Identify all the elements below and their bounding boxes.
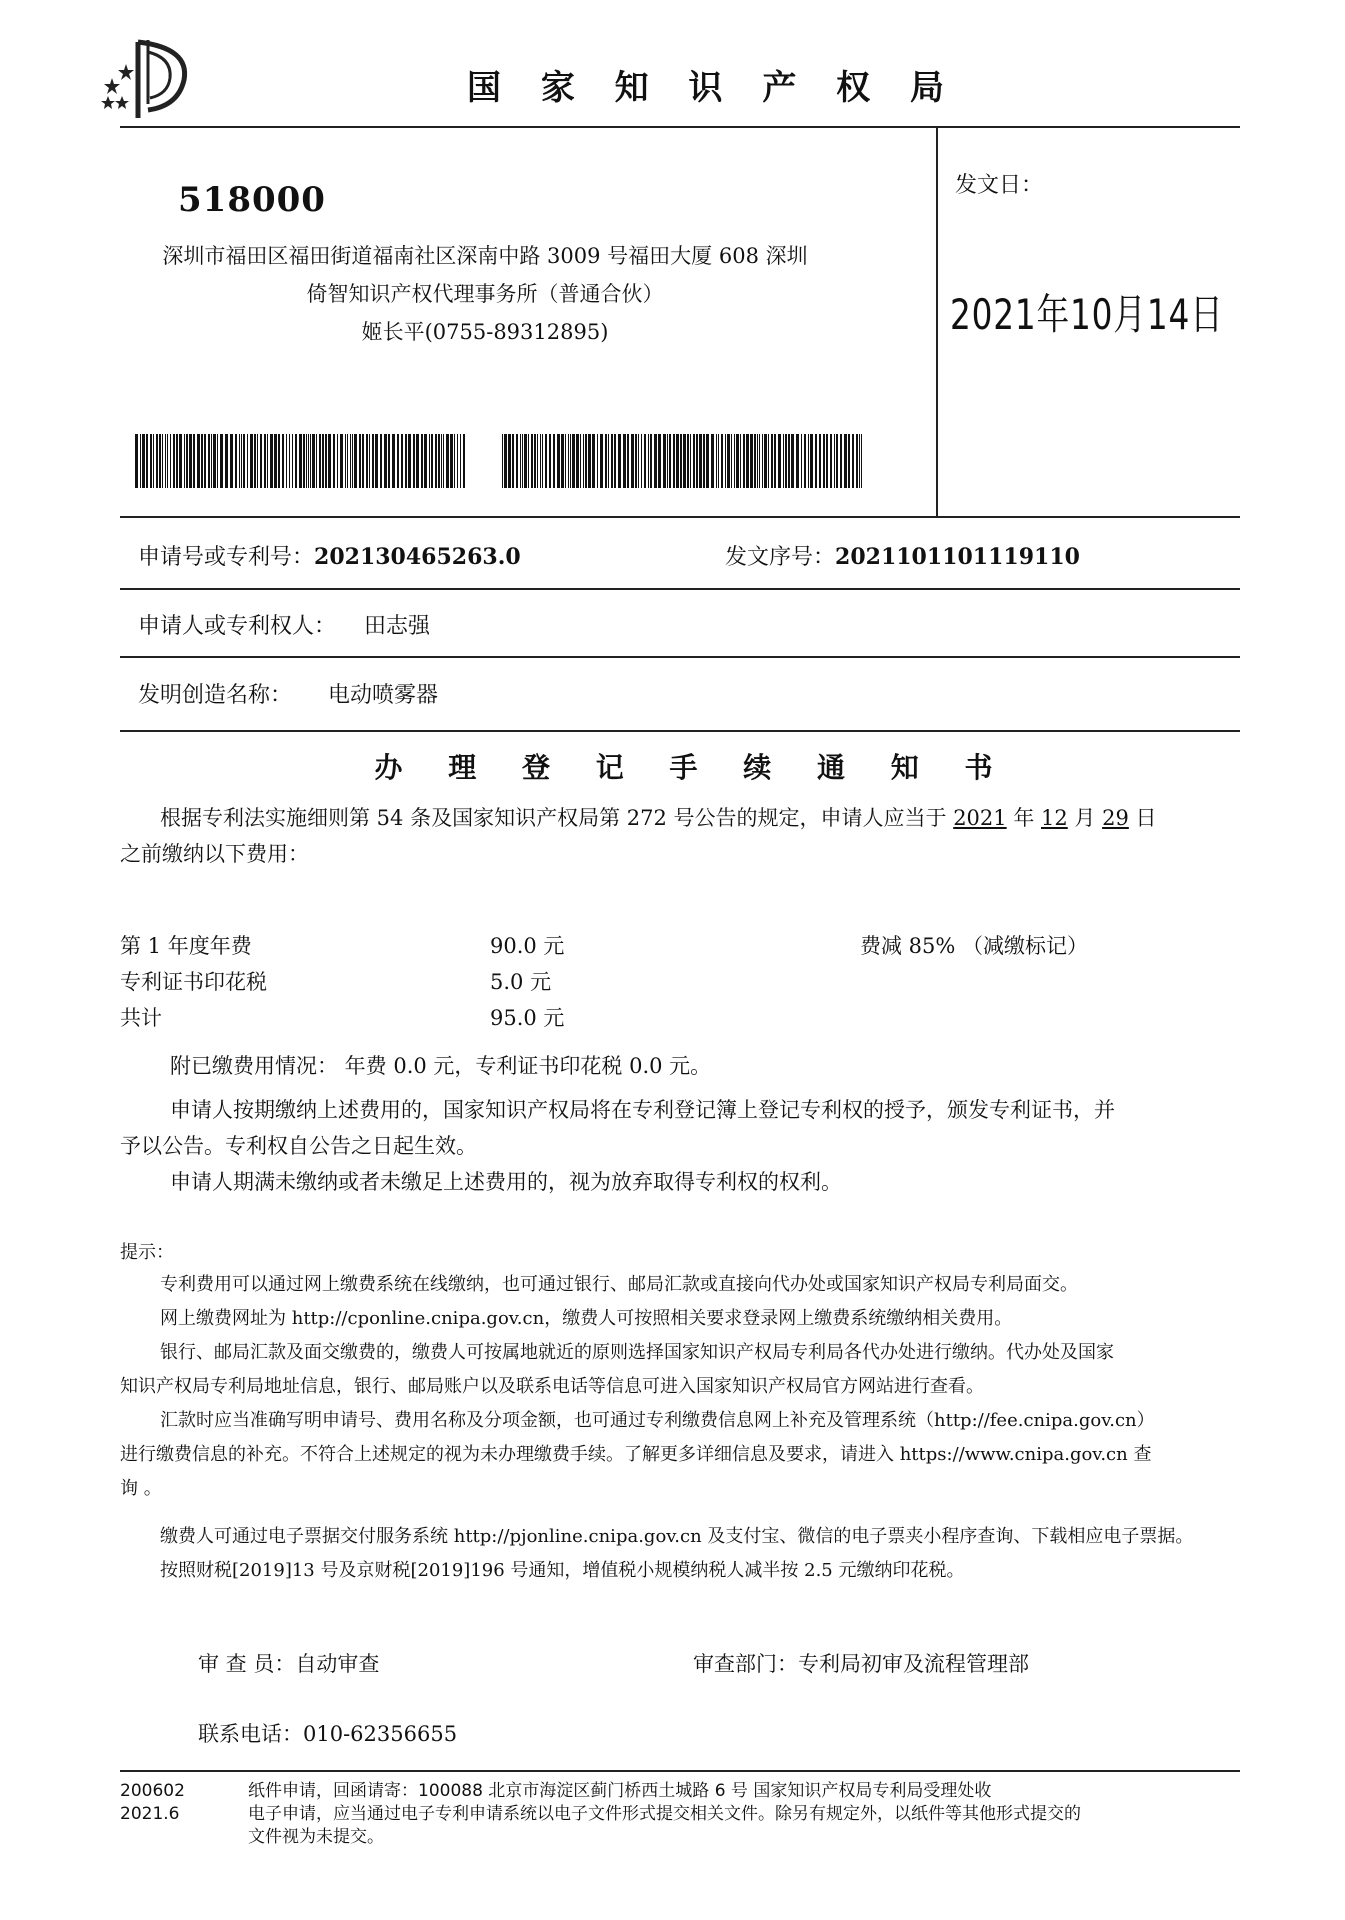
barcode-bar xyxy=(429,434,430,488)
barcode-bar xyxy=(438,434,440,488)
barcode-bar xyxy=(135,434,138,488)
barcode-bar xyxy=(345,434,346,488)
barcode-bar xyxy=(754,434,756,488)
tip-line: 按照财税[2019]13 号及京财税[2019]196 号通知，增值税小规模纳税人减半按 2.5 元缴纳印花税。 xyxy=(160,1560,965,1581)
barcode-bar xyxy=(247,434,248,488)
barcode-bar xyxy=(592,434,595,488)
barcode-bar xyxy=(785,434,787,488)
barcode-bar xyxy=(815,434,817,488)
barcode-bar xyxy=(762,434,763,488)
barcode-bar xyxy=(663,434,666,488)
barcode-bar xyxy=(540,434,541,488)
barcode-bar xyxy=(347,434,348,488)
barcode-bar xyxy=(791,434,794,488)
barcode-bar xyxy=(608,434,609,488)
tip-line: 汇款时应当准确写明申请号、费用名称及分项金额，也可通过专利缴费信息网上补充及管理系统（http://fee.cnipa.gov.cn） xyxy=(160,1410,1155,1431)
footer-divider xyxy=(120,1770,1240,1772)
barcode-bar xyxy=(354,434,357,488)
fee-amount: 90.0 元 xyxy=(490,934,565,958)
barcode-bar xyxy=(736,434,739,488)
barcode-bar xyxy=(446,434,449,488)
barcode-bar xyxy=(310,434,311,488)
applicant-label: 申请人或专利权人： xyxy=(138,614,337,639)
fee-name: 专利证书印花税 xyxy=(120,970,267,994)
barcode-bar xyxy=(362,434,364,488)
barcode-bar xyxy=(267,434,268,488)
deadline-month: 12 xyxy=(1041,806,1068,830)
barcode-bar xyxy=(235,434,237,488)
barcode-bar xyxy=(295,434,297,488)
barcode-bar xyxy=(711,434,714,488)
barcode-bar xyxy=(528,434,529,488)
barcode-bar xyxy=(690,434,691,488)
barcode-bar xyxy=(605,434,607,488)
barcode-bar xyxy=(435,434,437,488)
barcode-bar xyxy=(201,434,203,488)
barcode-bar xyxy=(576,434,579,488)
barcode-bar xyxy=(243,434,245,488)
barcode-bar xyxy=(241,434,242,488)
tip-line: 缴费人可通过电子票据交付服务系统 http://pjonline.cnipa.gov.cn 及支付宝、微信的电子票夹小程序查询、下载相应电子票据。 xyxy=(160,1526,1194,1547)
barcode-bar xyxy=(553,434,555,488)
barcode-bar xyxy=(416,434,419,488)
barcode-bar xyxy=(165,434,166,488)
barcode-bar xyxy=(142,434,145,488)
barcode-bar xyxy=(557,434,560,488)
barcode-bar xyxy=(687,434,689,488)
top-divider xyxy=(120,126,1240,128)
barcode-bar xyxy=(204,434,206,488)
barcode-bar xyxy=(159,434,161,488)
barcode-bar xyxy=(641,434,642,488)
barcode-bar xyxy=(778,434,781,488)
application-number: 202130465263.0 xyxy=(314,544,521,570)
barcode-bar xyxy=(743,434,745,488)
row-divider-3 xyxy=(120,730,1240,732)
barcode-bar xyxy=(650,434,652,488)
barcode-bar xyxy=(848,434,850,488)
barcode-bar xyxy=(783,434,784,488)
department-name: 专利局初审及流程管理部 xyxy=(798,1652,1029,1676)
send-date-label: 发文日： xyxy=(955,173,1044,198)
barcode-bar xyxy=(270,434,273,488)
intro-text: 根据专利法实施细则第 54 条及国家知识产权局第 272 号公告的规定，申请人应当于 xyxy=(160,806,954,830)
barcode-bar xyxy=(306,434,307,488)
barcode-bar xyxy=(384,434,387,488)
barcode-bar xyxy=(725,434,726,488)
applicant-name: 田志强 xyxy=(364,614,431,639)
barcode-bar xyxy=(350,434,351,488)
barcode-bar xyxy=(463,434,465,488)
barcode-bar xyxy=(534,434,536,488)
postcode: 518000 xyxy=(178,180,326,220)
barcode-bar xyxy=(570,434,571,488)
barcode-bar xyxy=(721,434,723,488)
barcode-bar xyxy=(299,434,302,488)
date-column-divider xyxy=(936,128,938,516)
barcode-bar xyxy=(830,434,832,488)
barcode-bar xyxy=(239,434,240,488)
barcode-bar xyxy=(731,434,732,488)
application-number-row xyxy=(138,540,521,571)
barcode-bar xyxy=(648,434,649,488)
barcode-bar xyxy=(328,434,331,488)
forfeit-paragraph: 申请人期满未缴纳或者未缴足上述费用的，视为放弃取得专利权的权利。 xyxy=(170,1170,842,1194)
intro-year-unit: 年 xyxy=(1006,806,1041,830)
barcode-bar xyxy=(757,434,758,488)
barcode-bar xyxy=(654,434,657,488)
barcode-bar xyxy=(561,434,564,488)
barcode-bar xyxy=(819,434,821,488)
barcode-bar xyxy=(186,434,188,488)
barcode-bar xyxy=(635,434,637,488)
barcode-bar xyxy=(572,434,575,488)
barcode-bar xyxy=(750,434,753,488)
barcode-bar xyxy=(208,434,210,488)
barcode-bar xyxy=(274,434,277,488)
barcode-bar xyxy=(460,434,461,488)
barcode-bar xyxy=(673,434,675,488)
barcode-bar xyxy=(150,434,152,488)
barcode-bar xyxy=(580,434,581,488)
barcode-bar xyxy=(611,434,613,488)
barcode-bar xyxy=(859,434,860,488)
row-divider-1 xyxy=(120,588,1240,590)
barcode-bar xyxy=(170,434,171,488)
barcode-bar xyxy=(408,434,411,488)
barcode-bar xyxy=(549,434,551,488)
barcode-bar xyxy=(197,434,200,488)
barcode-bar xyxy=(213,434,216,488)
barcode-bar xyxy=(676,434,679,488)
barcode-bar xyxy=(693,434,695,488)
barcode-bar xyxy=(796,434,799,488)
barcode-bar xyxy=(788,434,790,488)
barcode-bar xyxy=(140,434,141,488)
intro-month-unit: 月 xyxy=(1067,806,1103,830)
barcode-bar xyxy=(771,434,773,488)
barcode-bar xyxy=(623,434,626,488)
barcode-bar xyxy=(852,434,854,488)
barcode-bar xyxy=(826,434,828,488)
fee-note: 费减 85% （减缴标记） xyxy=(860,934,1089,958)
fee-total-label: 共计 xyxy=(120,1006,162,1030)
invention-name: 电动喷雾器 xyxy=(328,683,439,708)
barcode-bar xyxy=(683,434,686,488)
barcode-bar xyxy=(392,434,395,488)
barcode-bar xyxy=(718,434,719,488)
barcode-bar xyxy=(303,434,305,488)
deadline-day: 29 xyxy=(1102,806,1129,830)
barcode-bar xyxy=(861,434,862,488)
barcode-bar xyxy=(627,434,629,488)
barcode-bar xyxy=(179,434,182,488)
examiner-row xyxy=(198,1646,379,1682)
barcode-bar xyxy=(740,434,741,488)
barcode-bar xyxy=(443,434,444,488)
agency-title: 国 家 知 识 产 权 局 xyxy=(466,68,959,108)
tips-label: 提示： xyxy=(120,1242,174,1263)
barcode-bar xyxy=(162,434,163,488)
phone-label: 联系电话： xyxy=(198,1722,303,1746)
barcode-bar xyxy=(759,434,760,488)
barcode-bar xyxy=(669,434,671,488)
fee-name: 第 1 年度年费 xyxy=(120,934,252,958)
barcode-bar xyxy=(375,434,378,488)
barcode-bar xyxy=(450,434,453,488)
barcode-bar xyxy=(840,434,842,488)
grant-paragraph-line-2: 予以公告。专利权自公告之日起生效。 xyxy=(120,1134,477,1158)
barcode-bar xyxy=(153,434,154,488)
barcode-bar xyxy=(337,434,338,488)
form-version: 2021.6 xyxy=(120,1804,180,1824)
barcode-bar xyxy=(696,434,698,488)
serial-number-row xyxy=(725,540,1080,571)
barcode-bar xyxy=(516,434,518,488)
footer-line-1: 纸件申请，回函请寄：100088 北京市海淀区蓟门桥西土城路 6 号 国家知识产权局专利局受理处收 xyxy=(248,1781,992,1801)
barcode-bar xyxy=(325,434,327,488)
address-line-2: 倚智知识产权代理事务所（普通合伙） xyxy=(306,282,664,306)
department-label: 审查部门： xyxy=(693,1652,798,1676)
barcode-bar xyxy=(193,434,195,488)
barcode-bar xyxy=(257,434,258,488)
tip-line: 银行、邮局汇款及面交缴费的，缴费人可按属地就近的原则选择国家知识产权局专利局各代办处进行缴纳。代办处及国家 xyxy=(160,1342,1114,1363)
barcode-bar xyxy=(836,434,838,488)
barcode-bar xyxy=(282,434,284,488)
barcode-bar xyxy=(454,434,455,488)
barcode-bar xyxy=(156,434,158,488)
barcode-bar xyxy=(312,434,315,488)
form-code: 200602 xyxy=(120,1781,185,1801)
barcode-bar xyxy=(401,434,403,488)
row-divider-2 xyxy=(120,656,1240,658)
barcode-bar xyxy=(706,434,709,488)
barcode-bar xyxy=(397,434,399,488)
barcode-bar xyxy=(844,434,847,488)
barcode-bar xyxy=(568,434,569,488)
barcode-bar xyxy=(545,434,547,488)
address-line-1: 深圳市福田区福田街道福南社区深南中路 3009 号福田大厦 608 深圳 xyxy=(162,244,808,268)
barcode-bar xyxy=(286,434,287,488)
invention-row xyxy=(138,678,438,709)
barcode-bar xyxy=(834,434,835,488)
barcode-bar xyxy=(352,434,353,488)
barcode-bar xyxy=(768,434,769,488)
barcode-bar xyxy=(230,434,233,488)
barcode-bar xyxy=(278,434,280,488)
notice-title: 办 理 登 记 手 续 通 知 书 xyxy=(374,751,1011,784)
barcode-bar xyxy=(644,434,646,488)
footer-line-3: 文件视为未提交。 xyxy=(248,1827,384,1847)
tip-line: 询 。 xyxy=(120,1478,162,1499)
barcode-bar xyxy=(189,434,192,488)
barcode-bar xyxy=(667,434,668,488)
barcode-bar xyxy=(631,434,634,488)
barcode-bar xyxy=(537,434,538,488)
tip-line: 进行缴费信息的补充。不符合上述规定的视为未办理缴费手续。了解更多详细信息及要求，请进入 https://www.cnipa.gov.cn 查 xyxy=(120,1444,1152,1465)
barcode-bar xyxy=(520,434,521,488)
barcode-bar xyxy=(380,434,382,488)
applicant-row xyxy=(138,609,430,640)
barcode-bar xyxy=(220,434,223,488)
barcode-bar xyxy=(746,434,749,488)
serial-number-label: 发文序号： xyxy=(725,545,836,570)
barcode-bar xyxy=(588,434,591,488)
barcode-bar xyxy=(680,434,682,488)
intro-day-unit: 日 xyxy=(1128,806,1157,830)
phone-row xyxy=(198,1716,457,1752)
barcode-bar xyxy=(512,434,514,488)
barcode-bar xyxy=(211,434,212,488)
barcode-bar xyxy=(614,434,616,488)
barcode-bar xyxy=(322,434,324,488)
barcode-bar xyxy=(856,434,858,488)
barcode-bar xyxy=(405,434,407,488)
barcode-bar xyxy=(340,434,343,488)
barcode-bar xyxy=(801,434,802,488)
invention-label: 发明创造名称： xyxy=(138,683,293,708)
barcode-bar xyxy=(823,434,825,488)
fee-total-amount: 95.0 元 xyxy=(490,1006,565,1030)
examiner-label: 审 查 员： xyxy=(198,1652,296,1676)
barcode-bar xyxy=(638,434,639,488)
barcode-bar xyxy=(359,434,361,488)
tip-line: 网上缴费网址为 http://cponline.cnipa.gov.cn，缴费人可按照相关要求登录网上缴费系统缴纳相关费用。 xyxy=(160,1308,1013,1329)
barcode-bar xyxy=(600,434,603,488)
paid-status: 附已缴费用情况： 年费 0.0 元，专利证书印花税 0.0 元。 xyxy=(170,1054,712,1078)
barcode-bar xyxy=(734,434,735,488)
barcode-bar xyxy=(457,434,458,488)
barcode-bar xyxy=(254,434,256,488)
barcode-bar xyxy=(289,434,290,488)
barcode-bar xyxy=(522,434,523,488)
barcode-bar xyxy=(727,434,730,488)
barcode-bar xyxy=(597,434,598,488)
barcode-left xyxy=(135,434,465,488)
barcode-bar xyxy=(716,434,717,488)
barcode-right xyxy=(502,434,862,488)
barcode-bar xyxy=(502,434,503,488)
barcode-bar xyxy=(441,434,442,488)
address-line-3: 姬长平(0755-89312895) xyxy=(361,320,609,344)
footer-line-2: 电子申请，应当通过电子专利申请系统以电子文件形式提交相关文件。除另有规定外，以纸件等其他形式提交的 xyxy=(248,1804,1081,1824)
send-date: 2021年10月14日 xyxy=(950,290,1224,339)
barcode-bar xyxy=(217,434,218,488)
department-row xyxy=(693,1646,1029,1682)
barcode-bar xyxy=(184,434,185,488)
barcode-bar xyxy=(764,434,767,488)
barcode-bar xyxy=(810,434,813,488)
barcode-bar xyxy=(372,434,374,488)
barcode-bar xyxy=(388,434,390,488)
barcode-bar xyxy=(508,434,511,488)
barcode-bar xyxy=(421,434,423,488)
barcode-bar xyxy=(504,434,507,488)
barcode-bar xyxy=(260,434,262,488)
barcode-bar xyxy=(585,434,587,488)
barcode-bar xyxy=(774,434,776,488)
barcode-bar xyxy=(369,434,370,488)
barcode-bar xyxy=(225,434,228,488)
barcode-bar xyxy=(333,434,335,488)
barcode-bar xyxy=(431,434,433,488)
barcode-bar xyxy=(366,434,368,488)
barcode-bar xyxy=(308,434,309,488)
serial-number: 2021101101119110 xyxy=(835,544,1080,570)
barcode-bar xyxy=(565,434,566,488)
barcode-bar xyxy=(542,434,543,488)
barcode-bar xyxy=(167,434,168,488)
barcode-bar xyxy=(173,434,175,488)
barcode-bar xyxy=(531,434,533,488)
phone-number: 010-62356655 xyxy=(303,1722,458,1746)
examiner-name: 自动审查 xyxy=(295,1652,380,1676)
barcode-bar xyxy=(319,434,321,488)
barcode-bar xyxy=(524,434,527,488)
intro-line-1 xyxy=(160,800,1240,836)
barcode-bar xyxy=(583,434,584,488)
intro-line-2: 之前缴纳以下费用： xyxy=(120,842,309,866)
barcode-bar xyxy=(264,434,266,488)
barcode-bar xyxy=(316,434,317,488)
barcode-bar xyxy=(658,434,661,488)
barcode-bar xyxy=(699,434,702,488)
application-number-label: 申请号或专利号： xyxy=(138,545,315,570)
barcode-bar xyxy=(424,434,427,488)
fee-amount: 5.0 元 xyxy=(490,970,552,994)
barcode-bar xyxy=(703,434,705,488)
barcode-bar xyxy=(176,434,178,488)
deadline-year: 2021 xyxy=(953,806,1007,830)
barcode-bar xyxy=(292,434,293,488)
grant-paragraph-line-1: 申请人按期缴纳上述费用的，国家知识产权局将在专利登记簿上登记专利权的授予，颁发专利证书，并 xyxy=(170,1098,1115,1122)
barcode-bar xyxy=(146,434,148,488)
barcode-bar xyxy=(618,434,621,488)
header-divider xyxy=(120,516,1240,518)
tip-line: 知识产权局专利局地址信息，银行、邮局账户以及联系电话等信息可进入国家知识产权局官方网站进行查看。 xyxy=(120,1376,984,1397)
barcode-bar xyxy=(804,434,806,488)
barcode-bar xyxy=(413,434,415,488)
barcode-bar xyxy=(808,434,809,488)
barcode-bar xyxy=(250,434,253,488)
tip-line: 专利费用可以通过网上缴费系统在线缴纳，也可通过银行、邮局汇款或直接向代办处或国家知识产权局专利局面交。 xyxy=(160,1274,1078,1295)
